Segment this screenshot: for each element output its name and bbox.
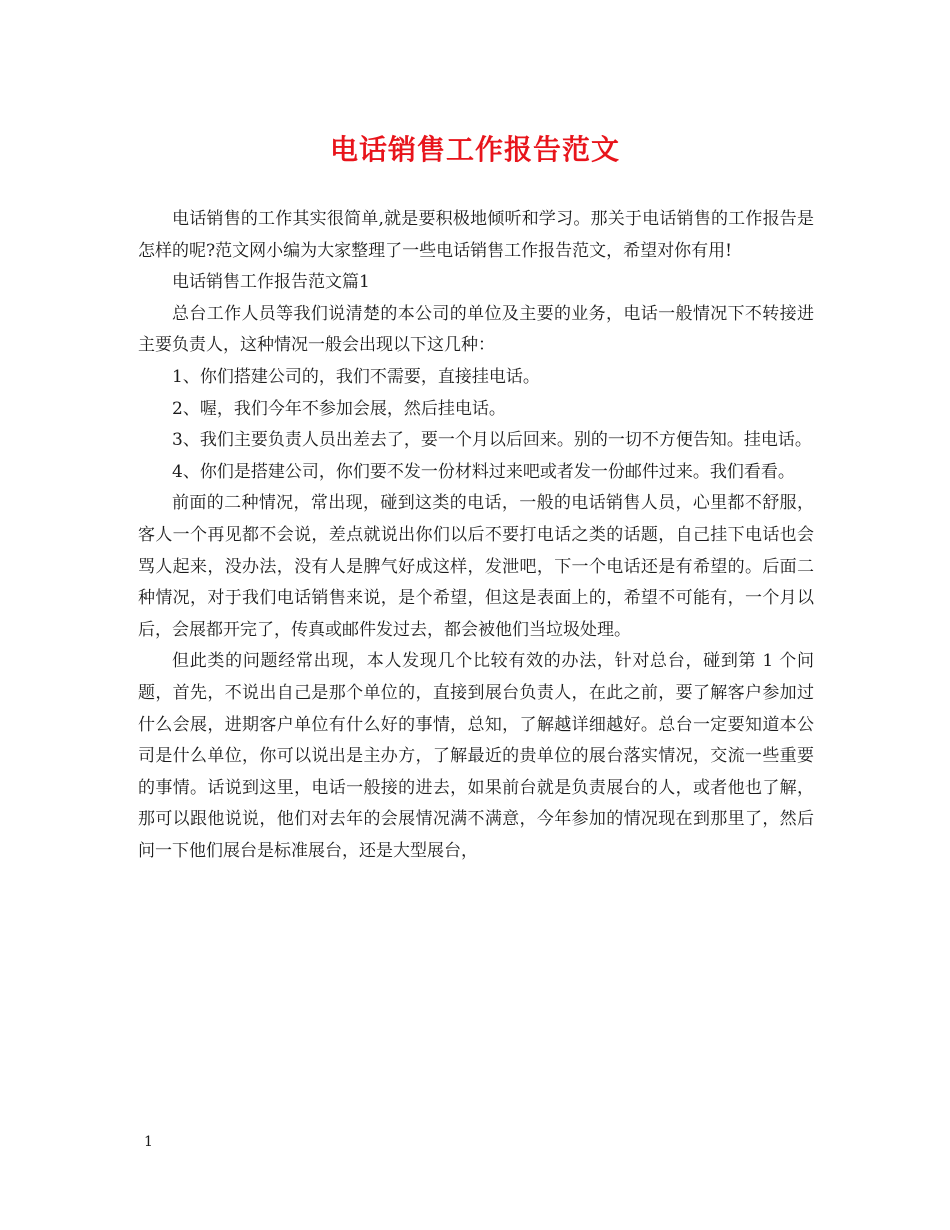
paragraph: 总台工作人员等我们说清楚的本公司的单位及主要的业务，电话一般情况下不转接进主要负责人，这种情况一般会出现以下这几种： <box>138 303 814 356</box>
paragraph-intro: 电话销售的工作其实很简单,就是要积极地倾听和学习。那关于电话销售的工作报告是怎样的呢?范文网小编为大家整理了一些电话销售工作报告范文，希望对你有用! <box>138 209 814 261</box>
document-title: 电话销售工作报告范文 <box>329 133 620 166</box>
paragraph: 但此类的问题经常出现，本人发现几个比较有效的办法，针对总台，碰到第 1 个问题，首先，不说出自己是那个单位的，直接到展台负责人，在此之前，要了解客户参加过什么会展，进期客户单位有什么好的事情，总知，了解越详细越好。总台一定要知道本公司是什么单位，你可以说出是主办方，了解最近的贵单位的展台落实情况，交流一些重要的事情。话说到这里，电话一般接的进去，如果前台就是负责展台的人，或者他也了解，那可以跟他说说，他们对去年的会展情况满不满意，今年参加的情况现在到那里了，然后问一下他们展台是标准展台，还是大型展台， <box>138 651 814 861</box>
list-item: 3、我们主要负责人员出差去了，要一个月以后回来。别的一切不方便告知。挂电话。 <box>172 430 812 451</box>
list-item: 2、喔，我们今年不参加会展，然后挂电话。 <box>172 398 506 419</box>
section-heading: 电话销售工作报告范文篇1 <box>172 272 370 293</box>
document-body <box>138 204 814 867</box>
paragraph: 前面的二种情况，常出现，碰到这类的电话，一般的电话销售人员，心里都不舒服，客人一个再见都不会说，差点就说出你们以后不要打电话之类的话题，自己挂下电话也会骂人起来，没办法，没有人是脾气好成这样，发泄吧，下一个电话还是有希望的。后面二种情况，对于我们电话销售来说，是个希望，但这是表面上的，希望不可能有，一个月以后，会展都开完了，传真或邮件发过去，都会被他们当垃圾处理。 <box>138 493 814 640</box>
list-item: 4、你们是搭建公司，你们要不发一份材料过来吧或者发一份邮件过来。我们看看。 <box>172 461 795 482</box>
list-item: 1、你们搭建公司的，我们不需要，直接挂电话。 <box>172 366 540 387</box>
page-number: 1 <box>144 1134 153 1150</box>
